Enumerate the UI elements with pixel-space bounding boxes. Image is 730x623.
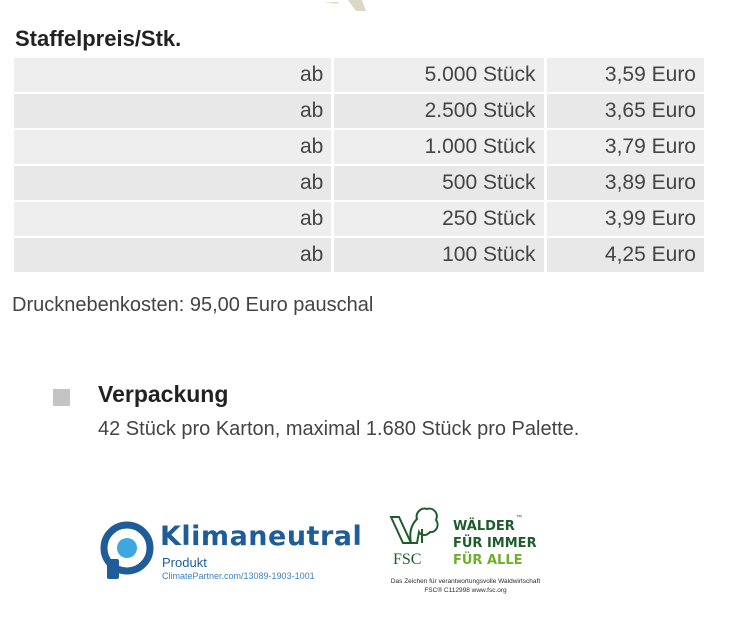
row-prefix: ab (14, 130, 334, 166)
packaging-heading: Verpackung (98, 381, 229, 407)
fsc-slogan-line2: FÜR IMMER (453, 536, 537, 551)
table-row (14, 166, 704, 202)
klimaneutral-badge (100, 518, 370, 584)
row-price: 3,89 Euro (547, 166, 704, 202)
fsc-badge (383, 501, 548, 599)
row-quantity: 2.500 Stück (334, 94, 546, 130)
row-price: 4,25 Euro (547, 238, 704, 274)
row-prefix: ab (14, 58, 334, 94)
klimaneutral-logo-icon (100, 521, 154, 581)
cropped-decoration (322, 0, 370, 12)
row-prefix: ab (14, 166, 334, 202)
row-prefix: ab (14, 238, 334, 274)
square-bullet-icon (53, 389, 70, 406)
row-price: 3,59 Euro (547, 58, 704, 94)
table-row (14, 130, 704, 166)
row-prefix: ab (14, 202, 334, 238)
row-price: 3,99 Euro (547, 202, 704, 238)
klimaneutral-url: ClimatePartner.com/13089-1903-1001 (162, 571, 315, 581)
fsc-license: FSC® C112998 www.fsc.org (424, 587, 507, 594)
fsc-wordmark: FSC (393, 551, 422, 568)
row-quantity: 100 Stück (334, 238, 546, 274)
price-table-title: Staffelpreis/Stk. (15, 26, 182, 51)
row-quantity: 5.000 Stück (334, 58, 546, 94)
row-price: 3,79 Euro (547, 130, 704, 166)
fsc-trademark: ™ (516, 515, 522, 521)
fsc-slogan-line3: FÜR ALLE (453, 553, 523, 568)
table-row (14, 202, 704, 238)
print-cost-note: Drucknebenkosten: 95,00 Euro pauschal (12, 294, 374, 316)
row-quantity: 1.000 Stück (334, 130, 546, 166)
klimaneutral-subtitle: Produkt (162, 555, 207, 570)
row-price: 3,65 Euro (547, 94, 704, 130)
fsc-slogan-line1: WÄLDER (453, 519, 515, 534)
row-quantity: 250 Stück (334, 202, 546, 238)
fsc-tree-checkmark-icon (389, 503, 441, 553)
fsc-caption: Das Zeichen für verantwortungsvolle Waldwirtschaft (390, 578, 541, 585)
table-row (14, 58, 704, 94)
row-quantity: 500 Stück (334, 166, 546, 202)
packaging-text: 42 Stück pro Karton, maximal 1.680 Stück pro Palette. (98, 418, 580, 440)
price-table (14, 58, 704, 274)
table-row (14, 94, 704, 130)
klimaneutral-title: Klimaneutral (160, 521, 363, 552)
row-prefix: ab (14, 94, 334, 130)
table-row (14, 238, 704, 274)
